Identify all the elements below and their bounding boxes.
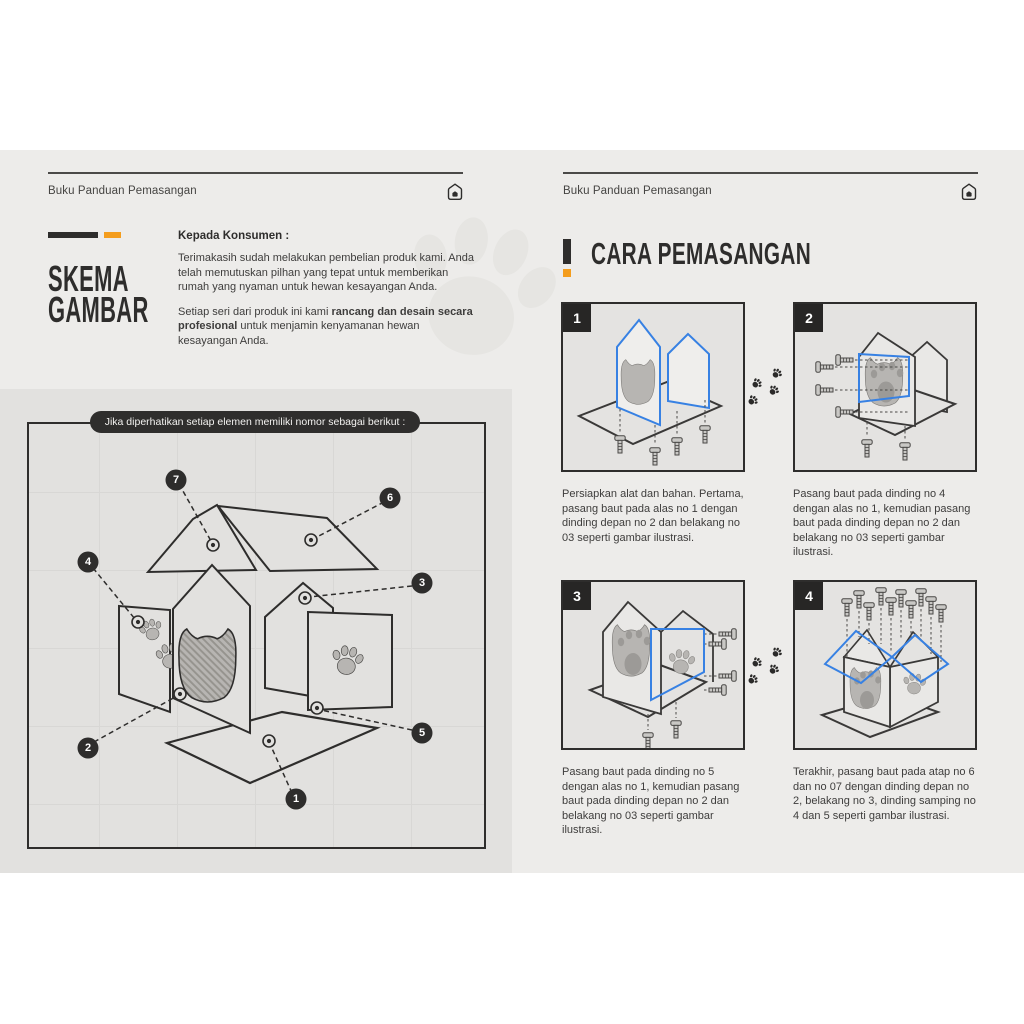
step-3-badge: 3	[563, 582, 591, 610]
paw-trail-icon	[744, 641, 796, 693]
schema-diagram	[27, 422, 486, 849]
consumer-paragraph-2: Setiap seri dari produk ini kami rancang dan desain secara profesional untuk menjamin kenyamanan hewan kesayangan Anda.	[178, 305, 473, 347]
page-header-left: Buku Panduan Pemasangan	[48, 185, 197, 197]
exclamation-mark-bar	[563, 239, 571, 264]
page-title-right: CARA PEMASANGAN	[591, 236, 812, 271]
callout-2: 2	[84, 742, 92, 754]
diagram-banner: Jika diperhatikan setiap elemen memiliki nomor sebagai berikut :	[90, 411, 420, 433]
paw-trail-icon	[744, 362, 796, 414]
exploded-house-illustration	[29, 424, 484, 847]
header-rule-left	[48, 172, 463, 174]
step-4-caption: Terakhir, pasang baut pada atap no 6 dan no 07 dengan dinding depan no 2, belakang no 3, dinding samping no 4 dan 5 seperti gambar ilustrasi.	[793, 766, 976, 822]
page-header-right: Buku Panduan Pemasangan	[563, 185, 712, 197]
step-2-box	[793, 302, 977, 472]
step-1-caption: Persiapkan alat dan bahan. Pertama, pasang baut pada alas no 1 dengan dinding depan no 2 dan belakang no 03 seperti gambar ilustrasi.	[562, 488, 744, 544]
home-icon	[447, 183, 463, 201]
step-2-caption: Pasang baut pada dinding no 4 dengan alas no 1, kemudian pasang baut pada dinding depan no 2 dan belakang no 03 seperti gambar ilustrasi.	[793, 488, 971, 559]
callout-1: 1	[292, 793, 300, 805]
callout-6: 6	[386, 492, 394, 504]
step-1-box	[561, 302, 745, 472]
callout-7: 7	[172, 474, 180, 486]
consumer-note	[178, 230, 476, 358]
callout-4: 4	[84, 556, 92, 568]
step-2-badge: 2	[795, 304, 823, 332]
header-rule-right	[563, 172, 978, 174]
page-title-left-line2: GAMBAR	[48, 289, 149, 330]
title-accent-bar-dark	[48, 232, 98, 238]
part-floor	[167, 712, 377, 783]
step-4-badge: 4	[795, 582, 823, 610]
step-3-caption: Pasang baut pada dinding no 5 dengan alas no 1, kemudian pasang baut pada dinding depan no 2 dan belakang no 03 seperti gambar ilustrasi.	[562, 766, 740, 837]
step-3-box	[561, 580, 745, 750]
page-title-left-line1: SKEMA	[48, 258, 129, 299]
exclamation-mark-dot	[563, 269, 571, 277]
callout-5: 5	[418, 727, 426, 739]
cat-head-opening	[179, 629, 236, 702]
callout-3: 3	[418, 577, 426, 589]
step-4-box	[793, 580, 977, 750]
consumer-heading: Kepada Konsumen :	[178, 230, 290, 242]
step-1-badge: 1	[563, 304, 591, 332]
home-icon	[961, 183, 977, 201]
title-accent-bar-orange	[104, 232, 121, 238]
consumer-paragraph-1: Terimakasih sudah melakukan pembelian produk kami. Anda telah memutuskan pilhan yang tepat untuk memberikan rumah yang nyaman untuk hewan kesayangan Anda.	[178, 252, 474, 293]
